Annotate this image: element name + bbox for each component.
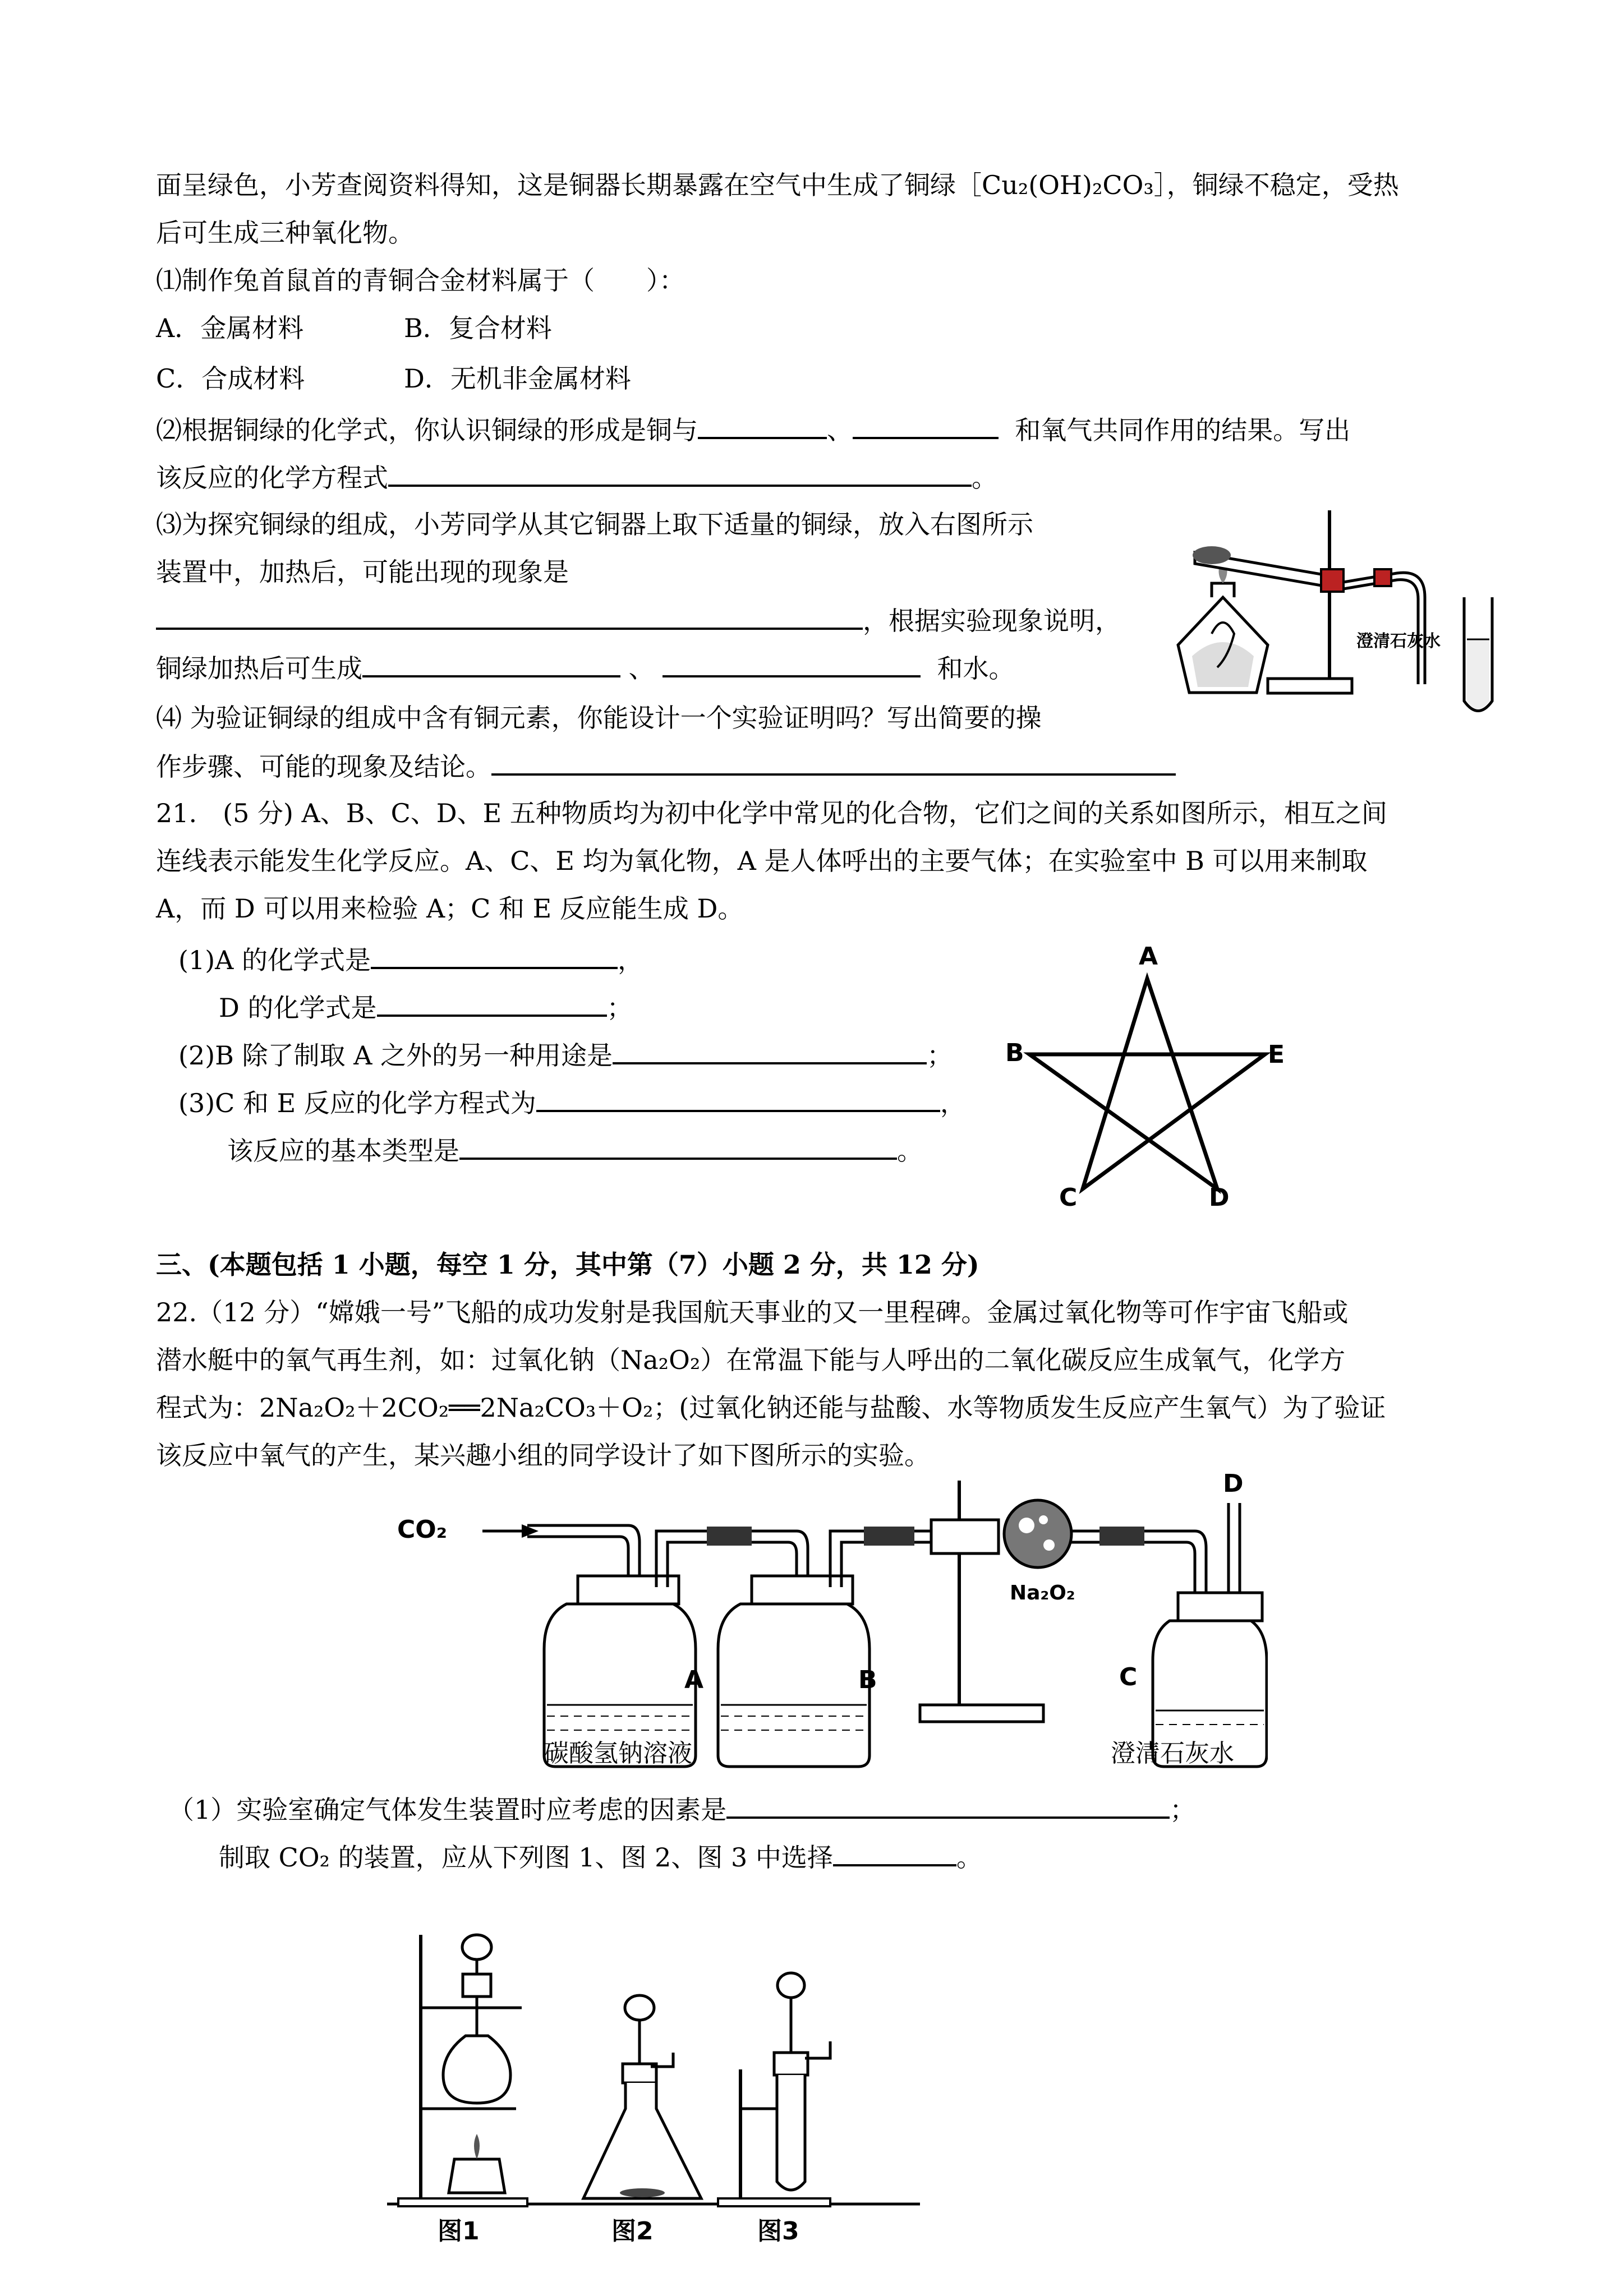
punct: ； [1170,1795,1196,1825]
punct: ， [940,1088,966,1118]
q21-line1: 21. (5 分) A、B、C、D、E 五种物质均为初中化学中常见的化合物，它们之间的关系如图所示，相互之间 [156,798,1387,828]
q20-p2-text-c: 该反应的化学方程式 [156,463,388,493]
q20-p3-line3 [156,603,1121,638]
q20-p4-line2 [156,749,1176,783]
nahco3-solution-label: 碳酸氢钠溶液 [544,1739,692,1768]
q22-line4: 该反应中氧气的产生，某兴趣小组的同学设计了如下图所示的实验。 [156,1440,930,1470]
q22-line3: 程式为：2Na₂O₂＋2CO₂══2Na₂CO₃＋O₂；(过氧化钠还能与盐酸、水等物质发生反应产生氧气）为了验证 [156,1393,1386,1423]
q20-p3-text-d: 铜绿加热后可生成 [156,653,362,684]
gas-apparatus-figure [393,1469,1268,1783]
answer-blank[interactable] [536,1085,940,1112]
q20-p3-line1: ⑶为探究铜绿的组成，小芳同学从其它铜器上取下适量的铜绿，放入右图所示 [156,509,1033,540]
separator: 、 [628,653,655,684]
answer-blank[interactable] [726,1792,1170,1819]
q20-option-d: D．无机非金属材料 [404,363,631,394]
outlet-d-label: D [1223,1469,1244,1498]
punct: 。 [897,1136,923,1166]
q21-line3: A，而 D 可以用来检验 A；C 和 E 反应能生成 D。 [156,893,744,924]
limewater-label: 澄清石灰水 [1356,631,1441,651]
punct: ， [618,945,644,975]
q21-s2 [178,1038,953,1072]
figure-1-label: 图1 [438,2217,480,2246]
q21-s1b-text: D 的化学式是 [219,993,377,1023]
separator: 、 [827,415,853,445]
q20-option-a: A．金属材料 [156,313,304,343]
q22-s1b [219,1839,982,1874]
star-label-a: A [1139,942,1158,971]
bottle-a-label: A [684,1666,704,1694]
co2-label: CO₂ [397,1515,447,1544]
star-label-c: C [1059,1183,1078,1212]
answer-blank[interactable] [853,412,999,439]
q21-s3-text: (3)C 和 E 反应的化学方程式为 [178,1088,536,1118]
q22-line2: 潜水艇中的氧气再生剂，如：过氧化钠（Na₂O₂）在常温下能与人呼出的二氧化碳反应生成氧气，化学方 [156,1345,1346,1375]
q20-p4-text-b: 作步骤、可能的现象及结论。 [156,751,491,782]
answer-blank[interactable] [613,1038,927,1064]
q20-p1-stem: ⑴制作兔首鼠首的青铜合金材料属于（ ）： [156,265,685,296]
answer-blank[interactable] [362,651,620,677]
q20-p2-line2 [156,460,997,495]
q21-s3b [227,1133,923,1168]
bottle-c-label: C [1119,1663,1138,1691]
q20-p2-text-b: 和氧气共同作用的结果。写出 [1015,415,1351,445]
heating-apparatus-figure [1161,499,1498,723]
q20-intro-line1: 面呈绿色，小芳查阅资料得知，这是铜器长期暴露在空气中生成了铜绿［Cu₂(OH)₂CO₃］，铜绿不稳定，受热 [156,170,1399,200]
punct: ； [927,1040,953,1071]
punct: 。 [956,1842,982,1873]
answer-blank[interactable] [388,460,972,487]
figure-3-label: 图3 [757,2217,799,2246]
q20-p2-line1 [156,412,1350,447]
punct: ； [606,993,633,1023]
q21-s1a-text: (1)A 的化学式是 [178,945,371,975]
q21-s1a [178,942,643,977]
q20-p3-text-c: ，根据实验现象说明， [863,606,1121,636]
star-label-e: E [1268,1040,1285,1069]
q21-s3 [178,1085,966,1120]
q20-p3-line4 [156,651,1015,685]
q21-s3b-text: 该反应的基本类型是 [227,1136,459,1166]
limewater-label: 澄清石灰水 [1111,1739,1234,1768]
answer-blank[interactable] [491,749,1176,776]
q21-line2: 连线表示能发生化学反应。A、C、E 均为氧化物，A 是人体呼出的主要气体；在实验室中 B 可以用来制取 [156,846,1368,876]
star-label-b: B [1005,1039,1024,1067]
generator-figures [387,1924,937,2246]
q20-p3-text-e: 和水。 [937,653,1015,684]
q21-s1b [219,990,633,1025]
na2o2-label: Na₂O₂ [1010,1582,1075,1605]
answer-blank[interactable] [663,651,921,677]
bottle-b-label: B [858,1666,877,1694]
q20-p2-text-a: ⑵根据铜绿的化学式，你认识铜绿的形成是铜与 [156,415,698,445]
star-label-d: D [1209,1183,1230,1212]
figure-2-label: 图2 [611,2217,654,2246]
q21-s2-text: (2)B 除了制取 A 之外的另一种用途是 [178,1040,613,1071]
answer-blank[interactable] [156,603,863,630]
answer-blank[interactable] [377,990,607,1017]
q22-s1a-text: （1）实验室确定气体发生装置时应考虑的因素是 [168,1795,727,1825]
period: 。 [972,463,997,493]
answer-blank[interactable] [833,1839,956,1866]
q20-option-c: C．合成材料 [156,363,305,394]
q20-option-b: B．复合材料 [404,313,552,343]
q22-s1b-text: 制取 CO₂ 的装置，应从下列图 1、图 2、图 3 中选择 [219,1842,833,1873]
q20-p3-line2: 装置中，加热后，可能出现的现象是 [156,557,569,587]
q22-line1: 22.（12 分）“嫦娥一号”飞船的成功发射是我国航天事业的又一里程碑。金属过氧化物等可作宇宙飞船或 [156,1297,1349,1327]
star-diagram [1004,942,1296,1217]
answer-blank[interactable] [459,1133,897,1160]
answer-blank[interactable] [698,412,827,439]
q20-intro-line2: 后可生成三种氧化物。 [156,218,414,248]
section-3-heading: 三、(本题包括 1 小题，每空 1 分，其中第（7）小题 2 分，共 12 分) [156,1250,979,1280]
q20-p4-line1: ⑷ 为验证铜绿的组成中含有铜元素，你能设计一个实验证明吗？写出简要的操 [156,703,1042,733]
answer-blank[interactable] [371,942,618,969]
q22-s1a [168,1792,1195,1827]
